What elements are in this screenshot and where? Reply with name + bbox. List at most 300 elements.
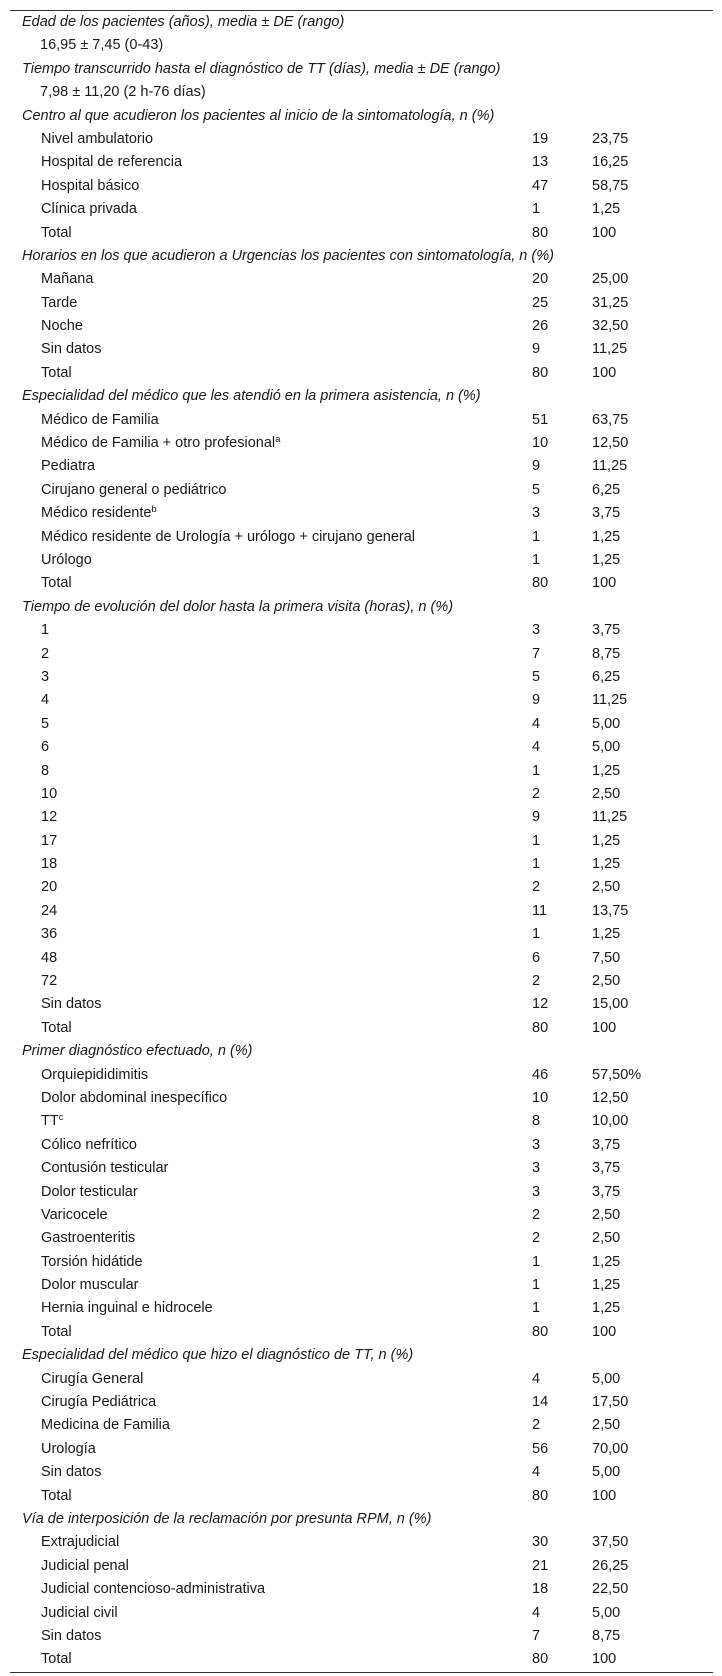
row-count: 1	[532, 1253, 541, 1270]
row-label-text: Gastroenteritis	[41, 1230, 136, 1247]
row-label-text: Total	[41, 224, 72, 241]
row-percent: 3,75	[592, 1183, 621, 1200]
row-count: 2	[532, 1230, 541, 1247]
table-row	[10, 151, 713, 174]
row-label	[10, 1064, 532, 1087]
row-count: 13	[532, 154, 549, 171]
row-count: 6	[532, 949, 541, 966]
row-label-text: Urólogo	[41, 551, 92, 568]
table-row	[10, 1555, 713, 1578]
row-label-text: Total	[41, 1487, 72, 1504]
row-label-text: Total	[41, 1019, 72, 1036]
row-label	[10, 1297, 532, 1320]
row-label-text: Varicocele	[41, 1206, 108, 1223]
row-percent: 6,25	[592, 481, 621, 498]
row-label	[10, 1110, 532, 1133]
table-row	[10, 970, 713, 993]
row-label-text: Sin datos	[41, 341, 102, 358]
row-label	[10, 1181, 532, 1204]
row-percent: 3,75	[592, 1136, 621, 1153]
row-count: 14	[532, 1394, 549, 1411]
row-label	[10, 666, 532, 689]
table-row	[10, 1438, 713, 1461]
row-label-text: Médico de Familia + otro profesional	[41, 435, 276, 452]
row-percent: 2,50	[592, 1417, 621, 1434]
row-count: 9	[532, 809, 541, 826]
row-label-text: Cirujano general o pediátrico	[41, 481, 227, 498]
row-percent: 6,25	[592, 668, 621, 685]
row-label-text: Hospital básico	[41, 177, 140, 194]
table-row	[10, 1485, 713, 1508]
table-row	[10, 1227, 713, 1250]
row-label-text: TT	[41, 1113, 59, 1130]
row-percent: 63,75	[592, 411, 629, 428]
row-percent: 100	[592, 575, 617, 592]
row-count: 3	[532, 1183, 541, 1200]
row-percent: 11,25	[592, 341, 628, 358]
table-row	[10, 900, 713, 923]
table-row	[10, 1017, 713, 1040]
row-count: 1	[532, 1300, 541, 1317]
row-percent: 57,50%	[592, 1066, 642, 1083]
row-count: 80	[532, 1019, 549, 1036]
row-label	[10, 1485, 532, 1508]
row-percent: 15,00	[592, 996, 629, 1013]
row-label	[10, 1461, 532, 1484]
row-label-text: Cirugía General	[41, 1370, 144, 1387]
row-label	[10, 479, 532, 502]
row-count: 4	[532, 1604, 541, 1621]
table-row	[10, 947, 713, 970]
row-percent: 1,25	[592, 201, 621, 218]
row-count: 18	[532, 1581, 549, 1598]
row-label	[10, 1555, 532, 1578]
row-label	[10, 876, 532, 899]
table-row	[10, 876, 713, 899]
row-label	[10, 1157, 532, 1180]
row-count: 9	[532, 692, 541, 709]
table-row	[10, 1625, 713, 1648]
row-label-text: Noche	[41, 318, 83, 335]
row-count: 7	[532, 645, 541, 662]
row-label	[10, 1391, 532, 1414]
table-row	[10, 549, 713, 572]
table-row	[10, 1321, 713, 1344]
row-label-text: 3	[41, 668, 50, 685]
table-row	[10, 643, 713, 666]
row-count: 8	[532, 1113, 541, 1130]
section-title: Especialidad del médico que les atendió en la primera asistencia, n (%)	[22, 388, 481, 405]
row-label	[10, 900, 532, 923]
row-label	[10, 292, 532, 315]
section-title: Horarios en los que acudieron a Urgencias los pacientes con sintomatología, n (%)	[22, 247, 554, 264]
row-percent: 17,50	[592, 1394, 629, 1411]
row-percent: 58,75	[592, 177, 629, 194]
row-count: 19	[532, 130, 549, 147]
row-label	[10, 268, 532, 291]
row-count: 80	[532, 1487, 549, 1504]
table-row	[10, 1578, 713, 1601]
patient-characteristics-table	[10, 10, 713, 1673]
row-label-text: Judicial contencioso-administrativa	[41, 1581, 266, 1598]
row-percent: 1,25	[592, 528, 621, 545]
row-label	[10, 1321, 532, 1344]
row-label	[10, 1204, 532, 1227]
row-label-text: Dolor muscular	[41, 1277, 139, 1294]
row-label-text: 2	[41, 645, 50, 662]
row-label-text: Sin datos	[41, 996, 102, 1013]
row-label-text: Hospital de referencia	[41, 154, 183, 171]
row-percent: 1,25	[592, 832, 621, 849]
table-row	[10, 1087, 713, 1110]
row-percent: 2,50	[592, 973, 621, 990]
row-label-text: Cólico nefrítico	[41, 1136, 137, 1153]
row-label	[10, 970, 532, 993]
row-count: 2	[532, 973, 541, 990]
table-row	[10, 830, 713, 853]
row-label	[10, 432, 532, 455]
row-label-text: 1	[41, 622, 50, 639]
table-sections	[10, 105, 713, 1672]
row-label	[10, 175, 532, 198]
row-percent: 1,25	[592, 1277, 621, 1294]
row-count: 56	[532, 1440, 549, 1457]
row-count: 20	[532, 271, 549, 288]
row-label	[10, 526, 532, 549]
row-label-text: 17	[41, 832, 58, 849]
row-label-text: Tarde	[41, 294, 78, 311]
row-percent: 1,25	[592, 762, 621, 779]
row-label-text: Judicial penal	[41, 1557, 129, 1574]
table-row	[10, 923, 713, 946]
row-count: 3	[532, 622, 541, 639]
row-percent: 11,25	[592, 809, 628, 826]
footnote-marker: b	[151, 504, 157, 516]
row-label	[10, 315, 532, 338]
row-label-text: Extrajudicial	[41, 1534, 120, 1551]
row-label-text: Total	[41, 364, 72, 381]
table-row	[10, 222, 713, 245]
table-row	[10, 1391, 713, 1414]
row-label-text: Sin datos	[41, 1464, 102, 1481]
row-count: 21	[532, 1557, 549, 1574]
row-percent: 100	[592, 1651, 617, 1668]
row-label	[10, 1274, 532, 1297]
row-label	[10, 1438, 532, 1461]
table-row	[10, 1414, 713, 1437]
time-to-diagnosis-value: 7,98 ± 11,20 (2 h-76 días)	[40, 84, 206, 101]
table-row	[10, 432, 713, 455]
row-label-text: Médico residente	[41, 505, 152, 522]
row-label	[10, 222, 532, 245]
row-label	[10, 643, 532, 666]
table-row	[10, 736, 713, 759]
age-value: 16,95 ± 7,45 (0-43)	[40, 37, 164, 54]
row-label	[10, 1087, 532, 1110]
row-label	[10, 947, 532, 970]
row-label-text: Médico residente de Urología + urólogo + cirujano general	[41, 528, 416, 545]
table-row	[10, 993, 713, 1016]
row-label-text: Total	[41, 1323, 72, 1340]
row-label-text: Clínica privada	[41, 201, 137, 218]
row-label	[10, 619, 532, 642]
row-percent: 100	[592, 224, 617, 241]
row-count: 2	[532, 879, 541, 896]
row-count: 10	[532, 435, 549, 452]
footnote-marker: a	[275, 434, 281, 446]
row-percent: 1,25	[592, 1253, 621, 1270]
row-count: 1	[532, 528, 541, 545]
row-label	[10, 151, 532, 174]
row-count: 7	[532, 1627, 541, 1644]
row-count: 1	[532, 926, 541, 943]
row-count: 3	[532, 1160, 541, 1177]
row-count: 25	[532, 294, 549, 311]
row-label-text: Urología	[41, 1440, 96, 1457]
row-label-text: Orquiepididimitis	[41, 1066, 149, 1083]
row-label-text: 12	[41, 809, 58, 826]
table-row	[10, 315, 713, 338]
row-label-text: Contusión testicular	[41, 1160, 169, 1177]
row-count: 1	[532, 856, 541, 873]
row-label	[10, 409, 532, 432]
row-label	[10, 830, 532, 853]
footnote-marker: c	[58, 1112, 64, 1124]
row-label	[10, 806, 532, 829]
row-count: 1	[532, 201, 541, 218]
row-percent: 3,75	[592, 622, 621, 639]
row-percent: 37,50	[592, 1534, 629, 1551]
row-percent: 3,75	[592, 505, 621, 522]
row-percent: 12,50	[592, 435, 629, 452]
row-label	[10, 362, 532, 385]
table-row	[10, 1134, 713, 1157]
table-row	[10, 853, 713, 876]
row-count: 10	[532, 1089, 549, 1106]
row-label-text: 20	[41, 879, 58, 896]
row-count: 80	[532, 575, 549, 592]
row-label	[10, 455, 532, 478]
row-percent: 26,25	[592, 1557, 629, 1574]
row-count: 80	[532, 1323, 549, 1340]
row-percent: 8,75	[592, 645, 621, 662]
row-percent: 11,25	[592, 692, 628, 709]
table-row	[10, 1602, 713, 1625]
row-label-text: 72	[41, 973, 58, 990]
row-label-text: Dolor abdominal inespecífico	[41, 1089, 228, 1106]
row-label	[10, 713, 532, 736]
table-row	[10, 1531, 713, 1554]
row-count: 5	[532, 668, 541, 685]
row-count: 30	[532, 1534, 549, 1551]
table-row	[10, 455, 713, 478]
row-label	[10, 1602, 532, 1625]
row-label-text: Cirugía Pediátrica	[41, 1394, 157, 1411]
table-row	[10, 1181, 713, 1204]
table-row	[10, 1204, 713, 1227]
row-percent: 100	[592, 1323, 617, 1340]
row-label	[10, 993, 532, 1016]
row-label	[10, 572, 532, 595]
row-label-text: Pediatra	[41, 458, 96, 475]
row-percent: 32,50	[592, 318, 629, 335]
row-label	[10, 1648, 532, 1671]
table-row	[10, 1274, 713, 1297]
row-label-text: Dolor testicular	[41, 1183, 138, 1200]
table-row	[10, 689, 713, 712]
table-row	[10, 128, 713, 151]
row-count: 9	[532, 341, 541, 358]
row-label-text: Sin datos	[41, 1627, 102, 1644]
row-label	[10, 923, 532, 946]
row-label-text: 48	[41, 949, 58, 966]
table-row	[10, 1110, 713, 1133]
row-count: 80	[532, 364, 549, 381]
row-percent: 10,00	[592, 1113, 629, 1130]
table-row	[10, 198, 713, 221]
age-title: Edad de los pacientes (años), media ± DE (rango)	[22, 14, 345, 30]
row-percent: 31,25	[592, 294, 629, 311]
row-percent: 100	[592, 1487, 617, 1504]
row-percent: 5,00	[592, 715, 621, 732]
row-label-text: Judicial civil	[41, 1604, 118, 1621]
row-label	[10, 128, 532, 151]
row-label	[10, 760, 532, 783]
row-percent: 22,50	[592, 1581, 629, 1598]
row-label	[10, 1531, 532, 1554]
row-count: 1	[532, 832, 541, 849]
table-row	[10, 292, 713, 315]
row-count: 47	[532, 177, 549, 194]
row-label-text: 36	[41, 926, 58, 943]
row-count: 11	[532, 902, 548, 919]
table-row	[10, 713, 713, 736]
row-percent: 2,50	[592, 1206, 621, 1223]
row-label-text: Hernia inguinal e hidrocele	[41, 1300, 213, 1317]
row-label	[10, 853, 532, 876]
row-count: 4	[532, 1370, 541, 1387]
row-percent: 25,00	[592, 271, 629, 288]
row-label-text: Médico de Familia	[41, 411, 159, 428]
row-label	[10, 338, 532, 361]
table-row	[10, 1297, 713, 1320]
table-row	[10, 175, 713, 198]
row-percent: 70,00	[592, 1440, 629, 1457]
row-count: 12	[532, 996, 549, 1013]
row-count: 2	[532, 785, 541, 802]
row-label	[10, 198, 532, 221]
table-row	[10, 268, 713, 291]
table-row	[10, 1648, 713, 1671]
table-row	[10, 1461, 713, 1484]
row-label-text: 24	[41, 902, 58, 919]
row-percent: 100	[592, 364, 617, 381]
table-row	[10, 409, 713, 432]
row-count: 4	[532, 739, 541, 756]
row-label-text: 6	[41, 739, 50, 756]
row-label	[10, 549, 532, 572]
section-title: Vía de interposición de la reclamación por presunta RPM, n (%)	[22, 1511, 432, 1527]
section-title: Centro al que acudieron los pacientes al inicio de la sintomatología, n (%)	[22, 107, 495, 124]
row-label	[10, 689, 532, 712]
row-label	[10, 1578, 532, 1601]
row-label-text: 18	[41, 856, 58, 873]
row-count: 1	[532, 1277, 541, 1294]
section-title: Especialidad del médico que hizo el diagnóstico de TT, n (%)	[22, 1347, 414, 1364]
row-percent: 5,00	[592, 739, 621, 756]
row-percent: 1,25	[592, 856, 621, 873]
row-label	[10, 1227, 532, 1250]
row-count: 80	[532, 1651, 549, 1668]
row-percent: 2,50	[592, 879, 621, 896]
table-row	[10, 572, 713, 595]
row-count: 51	[532, 411, 549, 428]
table-row	[10, 502, 713, 525]
row-label	[10, 783, 532, 806]
row-label-text: 5	[41, 715, 50, 732]
row-label	[10, 1017, 532, 1040]
row-percent: 11,25	[592, 458, 628, 475]
row-label-text: Mañana	[41, 271, 94, 288]
row-percent: 1,25	[592, 1300, 621, 1317]
row-label	[10, 1251, 532, 1274]
row-label	[10, 1368, 532, 1391]
row-count: 4	[532, 715, 541, 732]
row-label-text: Torsión hidátide	[41, 1253, 143, 1270]
row-percent: 8,75	[592, 1627, 621, 1644]
row-count: 1	[532, 551, 541, 568]
table-row	[10, 362, 713, 385]
row-count: 2	[532, 1417, 541, 1434]
row-label-text: Total	[41, 575, 72, 592]
row-label-text: 10	[41, 785, 58, 802]
row-percent: 2,50	[592, 1230, 621, 1247]
row-count: 80	[532, 224, 549, 241]
row-percent: 12,50	[592, 1089, 629, 1106]
table-row	[10, 1368, 713, 1391]
table-row	[10, 1064, 713, 1087]
row-percent: 1,25	[592, 551, 621, 568]
table-row	[10, 1251, 713, 1274]
row-percent: 2,50	[592, 785, 621, 802]
row-percent: 3,75	[592, 1160, 621, 1177]
table-row	[10, 619, 713, 642]
row-percent: 5,00	[592, 1604, 621, 1621]
row-count: 3	[532, 505, 541, 522]
table-row	[10, 338, 713, 361]
table-row	[10, 526, 713, 549]
row-count: 4	[532, 1464, 541, 1481]
row-count: 46	[532, 1066, 549, 1083]
row-count: 5	[532, 481, 541, 498]
row-percent: 13,75	[592, 902, 629, 919]
row-percent: 100	[592, 1019, 617, 1036]
row-percent: 1,25	[592, 926, 621, 943]
table-row	[10, 1157, 713, 1180]
time-to-diagnosis-title: Tiempo transcurrido hasta el diagnóstico de TT (días), media ± DE (rango)	[22, 60, 501, 77]
row-label	[10, 1134, 532, 1157]
table-row	[10, 760, 713, 783]
table-row	[10, 806, 713, 829]
table-row	[10, 479, 713, 502]
row-label-text: 4	[41, 692, 50, 709]
row-label-text: 8	[41, 762, 50, 779]
row-label	[10, 736, 532, 759]
row-percent: 7,50	[592, 949, 621, 966]
row-count: 3	[532, 1136, 541, 1153]
table-row	[10, 783, 713, 806]
row-count: 9	[532, 458, 541, 475]
